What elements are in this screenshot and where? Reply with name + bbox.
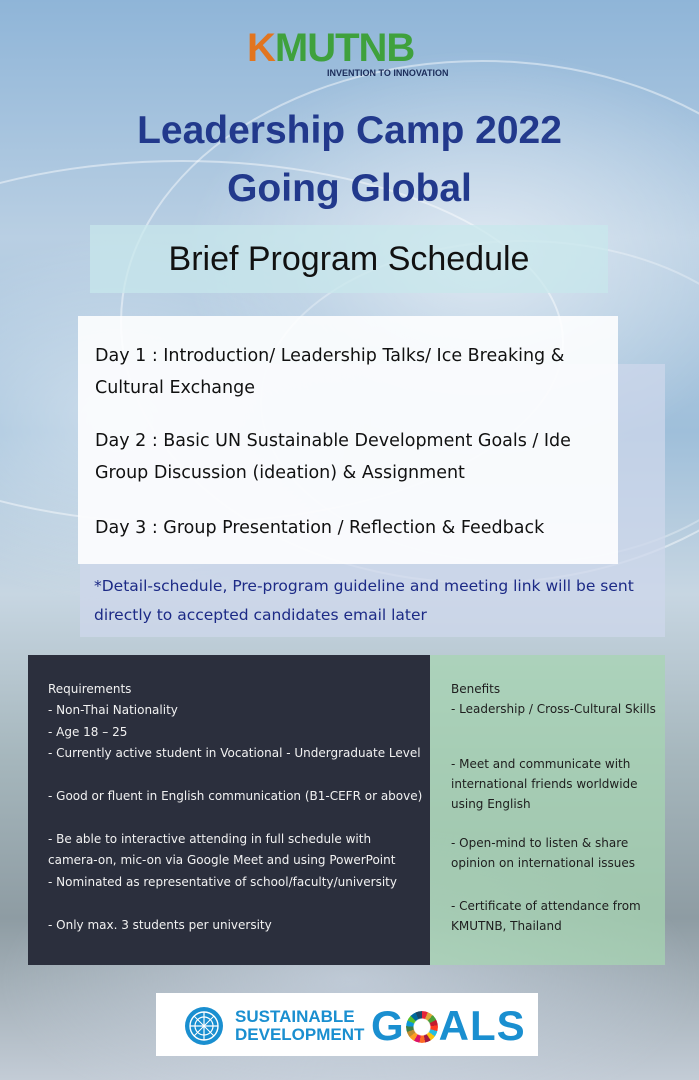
schedule-note: *Detail-schedule, Pre-program guideline and meeting link will be sent directly to accepted candidates email later: [94, 577, 634, 624]
benefit-item: - Meet and communicate with international friends worldwide using English: [451, 757, 638, 811]
logo-k-letter: K: [247, 26, 275, 70]
page-title-line2: Going Global: [227, 167, 472, 210]
sdg-goals-wordmark: [371, 1002, 526, 1050]
un-emblem-icon: [183, 1005, 225, 1047]
sdg-goals-g: G: [371, 1002, 405, 1049]
schedule-day-2: Day 2 : Basic UN Sustainable Development Goals / Ide Group Discussion (ideation) & Assignment: [95, 431, 571, 483]
requirement-item: - Currently active student in Vocational - Undergraduate Level: [48, 746, 421, 760]
kmutnb-logo: [247, 26, 457, 82]
benefit-item: - Leadership / Cross-Cultural Skills: [451, 702, 656, 716]
schedule-day-3: Day 3 : Group Presentation / Reflection & Feedback: [95, 518, 545, 538]
benefit-item: - Certificate of attendance from KMUTNB, Thailand: [451, 899, 641, 933]
logo-tagline: INVENTION TO INNOVATION: [327, 68, 449, 78]
requirement-item: - Only max. 3 students per university: [48, 918, 272, 932]
logo-wordmark: [247, 26, 414, 70]
schedule-day-1: Day 1 : Introduction/ Leadership Talks/ Ice Breaking & Cultural Exchange: [95, 346, 565, 398]
requirement-item: - Be able to interactive attending in full schedule with camera-on, mic-on via Google Meet and using PowerPoint: [48, 832, 396, 867]
benefits-title: Benefits: [451, 682, 501, 696]
page-title-line1: Leadership Camp 2022: [137, 109, 562, 152]
requirements-title: Requirements: [48, 682, 132, 696]
section-heading-box: [90, 225, 608, 293]
benefit-item: - Open-mind to listen & share opinion on international issues: [451, 836, 636, 870]
section-heading: Brief Program Schedule: [168, 240, 530, 278]
requirement-item: - Age 18 – 25: [48, 725, 128, 739]
sdg-line1: SUSTAINABLE: [235, 1007, 355, 1026]
sdg-wheel-icon: [406, 1011, 438, 1043]
sdg-line2: DEVELOPMENT: [235, 1025, 365, 1044]
logo-name-rest: MUTNB: [274, 26, 415, 70]
requirement-item: - Non-Thai Nationality: [48, 703, 178, 717]
requirement-item: - Nominated as representative of school/faculty/university: [48, 875, 397, 889]
requirement-item: - Good or fluent in English communication (B1-CEFR or above): [48, 789, 423, 803]
sdg-goals-rest: ALS: [438, 1002, 526, 1049]
